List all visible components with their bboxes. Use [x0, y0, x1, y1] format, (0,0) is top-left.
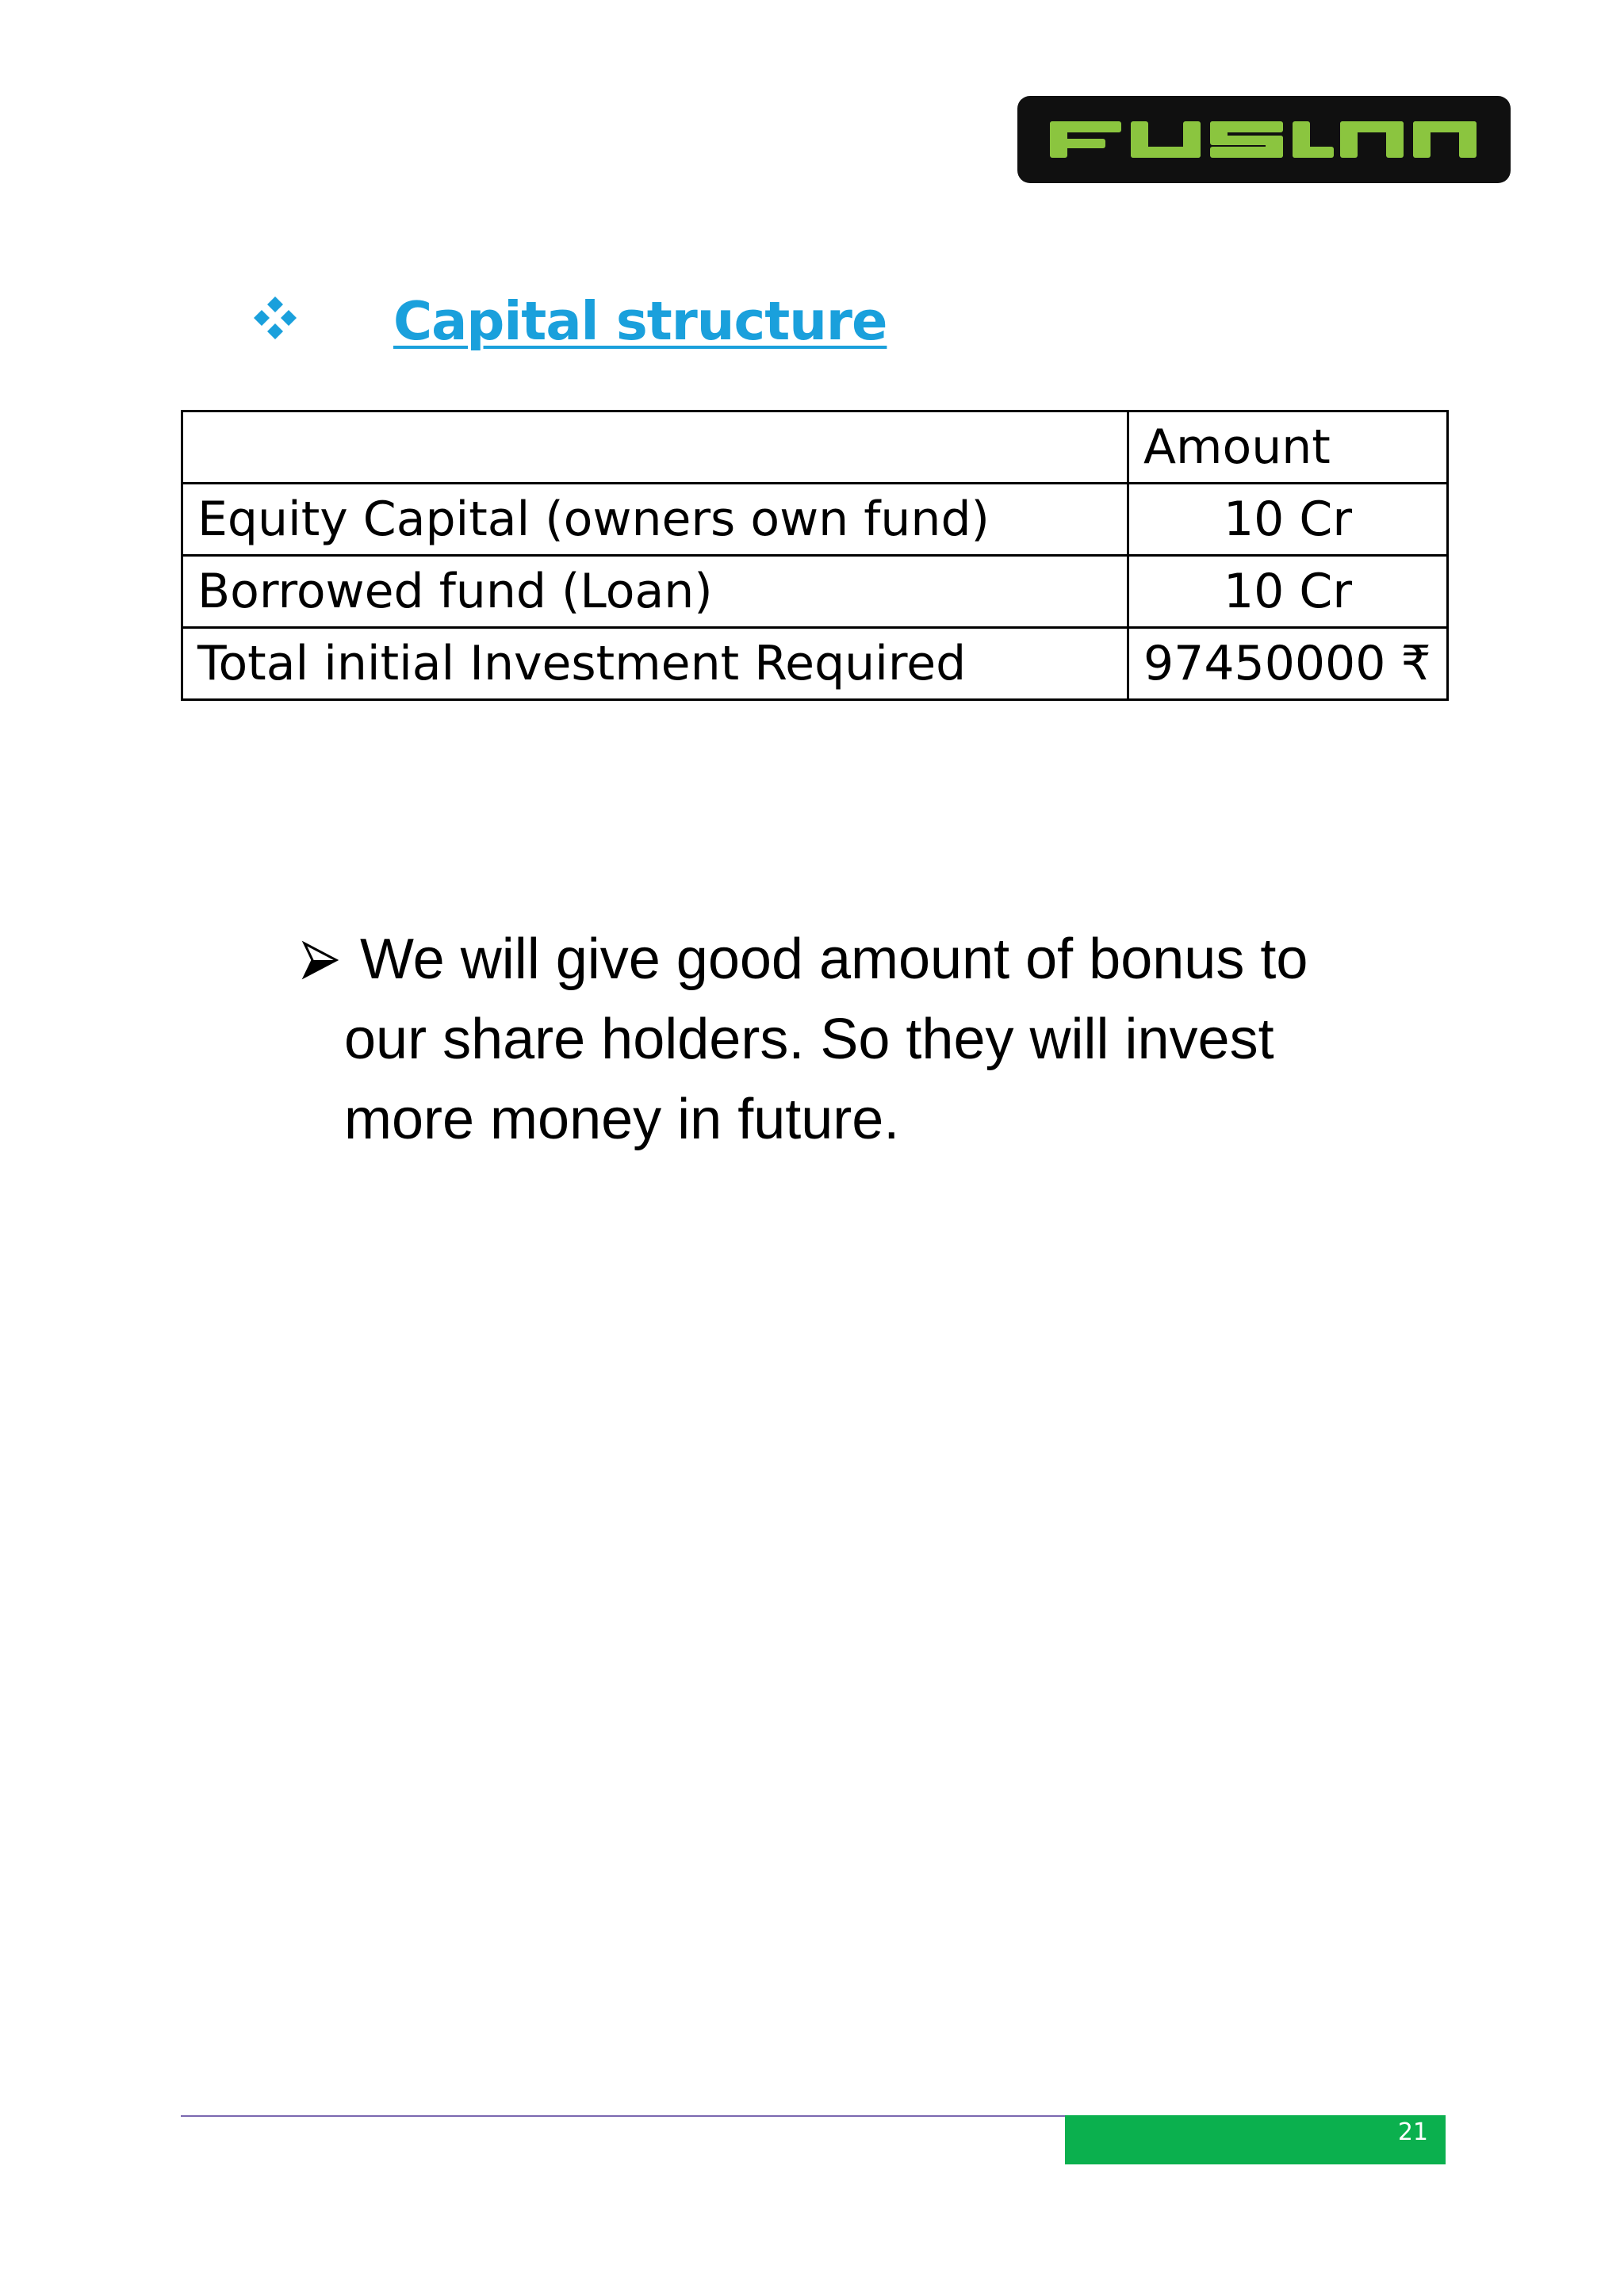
bullet-first-line	[300, 920, 1378, 1000]
row-label: Total initial Investment Required	[182, 628, 1128, 700]
footer-divider	[181, 2115, 1065, 2117]
table-header-row	[182, 411, 1448, 484]
bullet-text-line: more money in future.	[344, 1088, 900, 1151]
four-diamond-bullet-icon	[251, 293, 300, 342]
row-amount: 10 Cr	[1128, 484, 1448, 556]
fusion-logo	[1017, 96, 1511, 183]
section-title: Capital structure	[393, 290, 887, 352]
fusion-logo-wordmark	[1042, 112, 1486, 167]
arrow-bullet-icon	[300, 940, 339, 980]
bullet-text-line: our share holders. So they will invest	[344, 1008, 1274, 1071]
row-amount: 10 Cr	[1128, 556, 1448, 628]
row-amount: 97450000 ₹	[1128, 628, 1448, 700]
bullet-paragraph	[300, 920, 1378, 1160]
bullet-text-line: We will give good amount of bonus to	[360, 928, 1308, 991]
table-header-amount: Amount	[1128, 411, 1448, 484]
page-number: 21	[1065, 2115, 1446, 2164]
table-row	[182, 484, 1448, 556]
table-header-cell	[182, 411, 1128, 484]
section-heading	[251, 290, 887, 352]
table-row	[182, 628, 1448, 700]
capital-structure-table	[181, 410, 1449, 701]
row-label: Equity Capital (owners own fund)	[182, 484, 1128, 556]
row-label: Borrowed fund (Loan)	[182, 556, 1128, 628]
table-row	[182, 556, 1448, 628]
